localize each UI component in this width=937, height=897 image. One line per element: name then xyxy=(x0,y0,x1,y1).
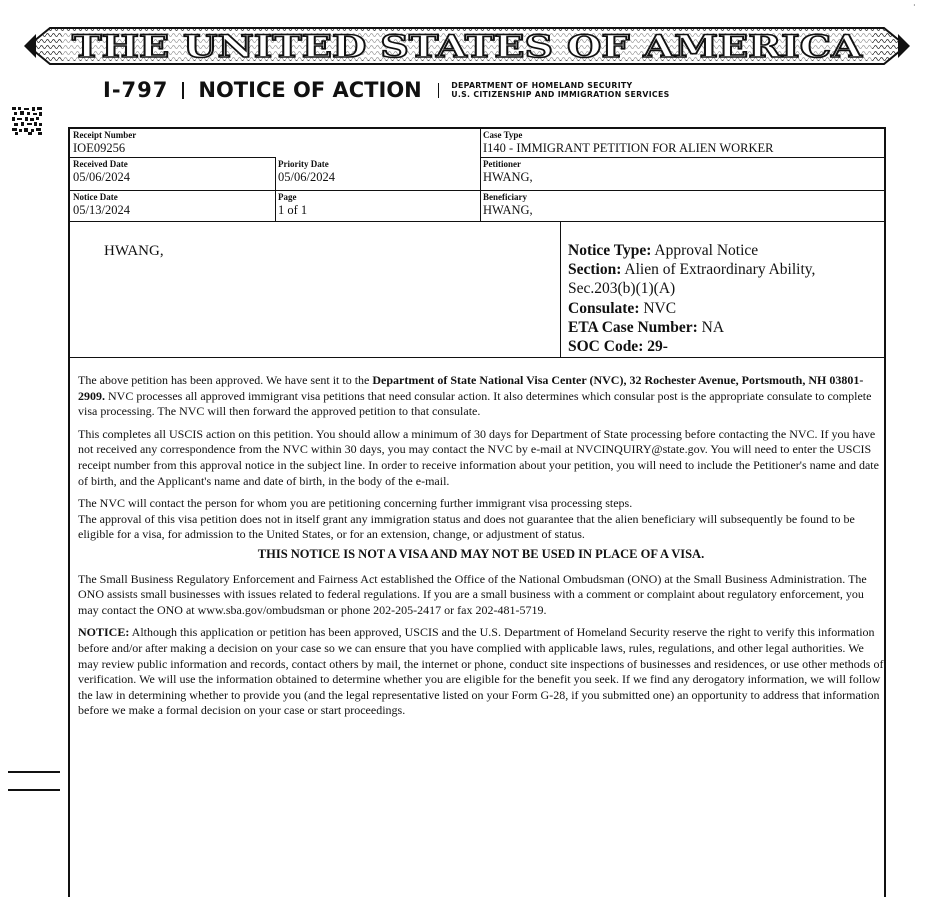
case-type: I140 - IMMIGRANT PETITION FOR ALIEN WORKER xyxy=(483,141,774,155)
agency-line-1: DEPARTMENT OF HOMELAND SECURITY xyxy=(451,81,633,90)
beneficiary: HWANG, xyxy=(483,203,533,217)
priority-date: 05/06/2024 xyxy=(278,170,335,184)
eta-label: ETA Case Number: xyxy=(568,318,698,336)
form-title: NOTICE OF ACTION xyxy=(198,78,422,102)
paragraph-verification-notice xyxy=(78,625,884,719)
grid-line xyxy=(560,221,561,357)
margin-mark xyxy=(8,789,60,791)
soc-value: 29- xyxy=(647,338,668,356)
paragraph-text: NVC processes all approved immigrant visa petitions that need consular action. It also determines which consular post is the appropriate consulate to complete visa processing. The NVC will then forward the approved petition to that consulate. xyxy=(78,388,872,419)
paragraph-approval xyxy=(78,373,884,420)
soc-label: SOC Code: xyxy=(568,338,644,356)
notice-date-cell xyxy=(70,191,275,221)
paragraph-nvc-contact: This completes all USCIS action on this petition. You should allow a minimum of 30 days for Department of State processing before contacting the NVC. If you have not received any correspondence from the NVC within 30 days, you may contact the NVC by e-mail at NVCINQUIRY@state.gov. You will need to enter the USCIS receipt number from this approval notice in the subject line. In order to receive information about your petition, you will need to include the Petitioner's name and date of birth, and the Applicant's name and date of birth, in the body of the e-mail. xyxy=(78,426,879,488)
receipt-number: IOE09256 xyxy=(73,141,126,155)
soc-row xyxy=(568,337,868,356)
receipt-number-cell xyxy=(70,129,480,157)
grid-line xyxy=(70,221,886,222)
notice-date-label: Notice Date xyxy=(73,192,118,202)
paragraph-ombudsman: The Small Business Regulatory Enforcement and Fairness Act established the Office of the National Ombudsman (ONO) at the Small Business Administration. The ONO assists small businesses with issues related to federal regulations. If you are a small business with a comment or complaint about regulatory enforcement, you may contact the ONO at www.sba.gov/ombudsman or phone 202-205-2417 or fax 202-481-5719. xyxy=(78,571,867,617)
form-number: I-797 xyxy=(103,78,169,102)
beneficiary-cell xyxy=(480,191,886,221)
eta-value: NA xyxy=(701,318,725,336)
received-date: 05/06/2024 xyxy=(73,170,130,184)
eta-row xyxy=(568,318,868,337)
consulate-label: Consulate: xyxy=(568,299,640,317)
notice-body xyxy=(78,373,884,726)
section-value: Alien of Extraordinary Ability, Sec.203(b)(1)(A) xyxy=(568,261,816,298)
visa-warning: THIS NOTICE IS NOT A VISA AND MAY NOT BE USED IN PLACE OF A VISA. xyxy=(257,546,705,561)
petitioner: HWANG, xyxy=(483,170,533,184)
beneficiary-label: Beneficiary xyxy=(483,192,527,202)
petitioner-label: Petitioner xyxy=(483,159,521,169)
scan-speck: · xyxy=(913,1,916,10)
consulate-row xyxy=(568,299,868,318)
paragraph-text: Although this application or petition has been approved, USCIS and the U.S. Department of Homeland Security reserve the right to verify this information before and/or after making a decision on your case so we can ensure that you have complied with applicable laws, rules, regulations, and other legal authorities. We may review public information and records, contact others by mail, the internet or phone, conduct site inspections of businesses and residences, or use other methods of verification. We will use the information obtained to determine whether you are eligible for the benefit you seek. If we find any derogatory information, we will follow the law in determining whether to provide you (and the legal representative listed on your Form G-28, if you submitted one) an opportunity to address that information before we make a formal decision on your case or start proceedings. xyxy=(78,625,884,718)
title-divider xyxy=(182,82,184,99)
seal-banner xyxy=(22,20,912,72)
notice-type-value: Approval Notice xyxy=(654,242,759,259)
agency-divider xyxy=(438,83,440,98)
priority-date-label: Priority Date xyxy=(278,159,329,169)
paragraph-nvc-steps xyxy=(78,496,884,543)
case-type-cell xyxy=(480,129,886,157)
notice-type-label: Notice Type: xyxy=(568,242,652,259)
section-label: Section: xyxy=(568,261,622,279)
priority-date-cell xyxy=(275,158,480,190)
page-cell xyxy=(275,191,480,221)
paragraph-text: The approval of this visa petition does not in itself grant any immigration status and does not guarantee that the alien beneficiary will subsequently be found to be eligible for a visa, for admission to the United States, or for an extension, change, or adjustment of status. xyxy=(78,511,855,542)
consulate-value: NVC xyxy=(643,299,677,317)
case-type-label: Case Type xyxy=(483,130,523,140)
paragraph-text: The above petition has been approved. We have sent it to the xyxy=(78,373,373,387)
margin-mark xyxy=(8,771,60,773)
received-date-cell xyxy=(70,158,275,190)
agency-line-2: U.S. CITIZENSHIP AND IMMIGRATION SERVICES xyxy=(451,90,670,99)
nvc-address: Department of State National Visa Center (NVC), 32 Rochester Avenue, Portsmouth, NH 03801-2909. xyxy=(78,373,864,403)
banner-title: THE UNITED STATES OF AMERICA xyxy=(72,29,864,65)
received-date-label: Received Date xyxy=(73,159,128,169)
receipt-number-label: Receipt Number xyxy=(73,130,137,140)
petitioner-cell xyxy=(480,158,886,190)
page-number: 1 of 1 xyxy=(278,203,308,217)
form-title-line xyxy=(103,78,669,102)
notice-label: NOTICE: xyxy=(78,625,130,640)
notice-type-row xyxy=(568,241,868,260)
paragraph-text: The NVC will contact the person for whom you are petitioning concerning further immigrant visa processing steps. xyxy=(78,496,633,511)
section-row xyxy=(568,260,868,298)
grid-line xyxy=(70,357,886,358)
page-label: Page xyxy=(278,192,297,202)
barcode-icon xyxy=(12,107,42,135)
addressee-name: HWANG, xyxy=(104,243,164,259)
notice-details xyxy=(568,241,868,356)
notice-document xyxy=(68,127,886,897)
agency-block xyxy=(451,81,669,99)
notice-date: 05/13/2024 xyxy=(73,203,130,217)
